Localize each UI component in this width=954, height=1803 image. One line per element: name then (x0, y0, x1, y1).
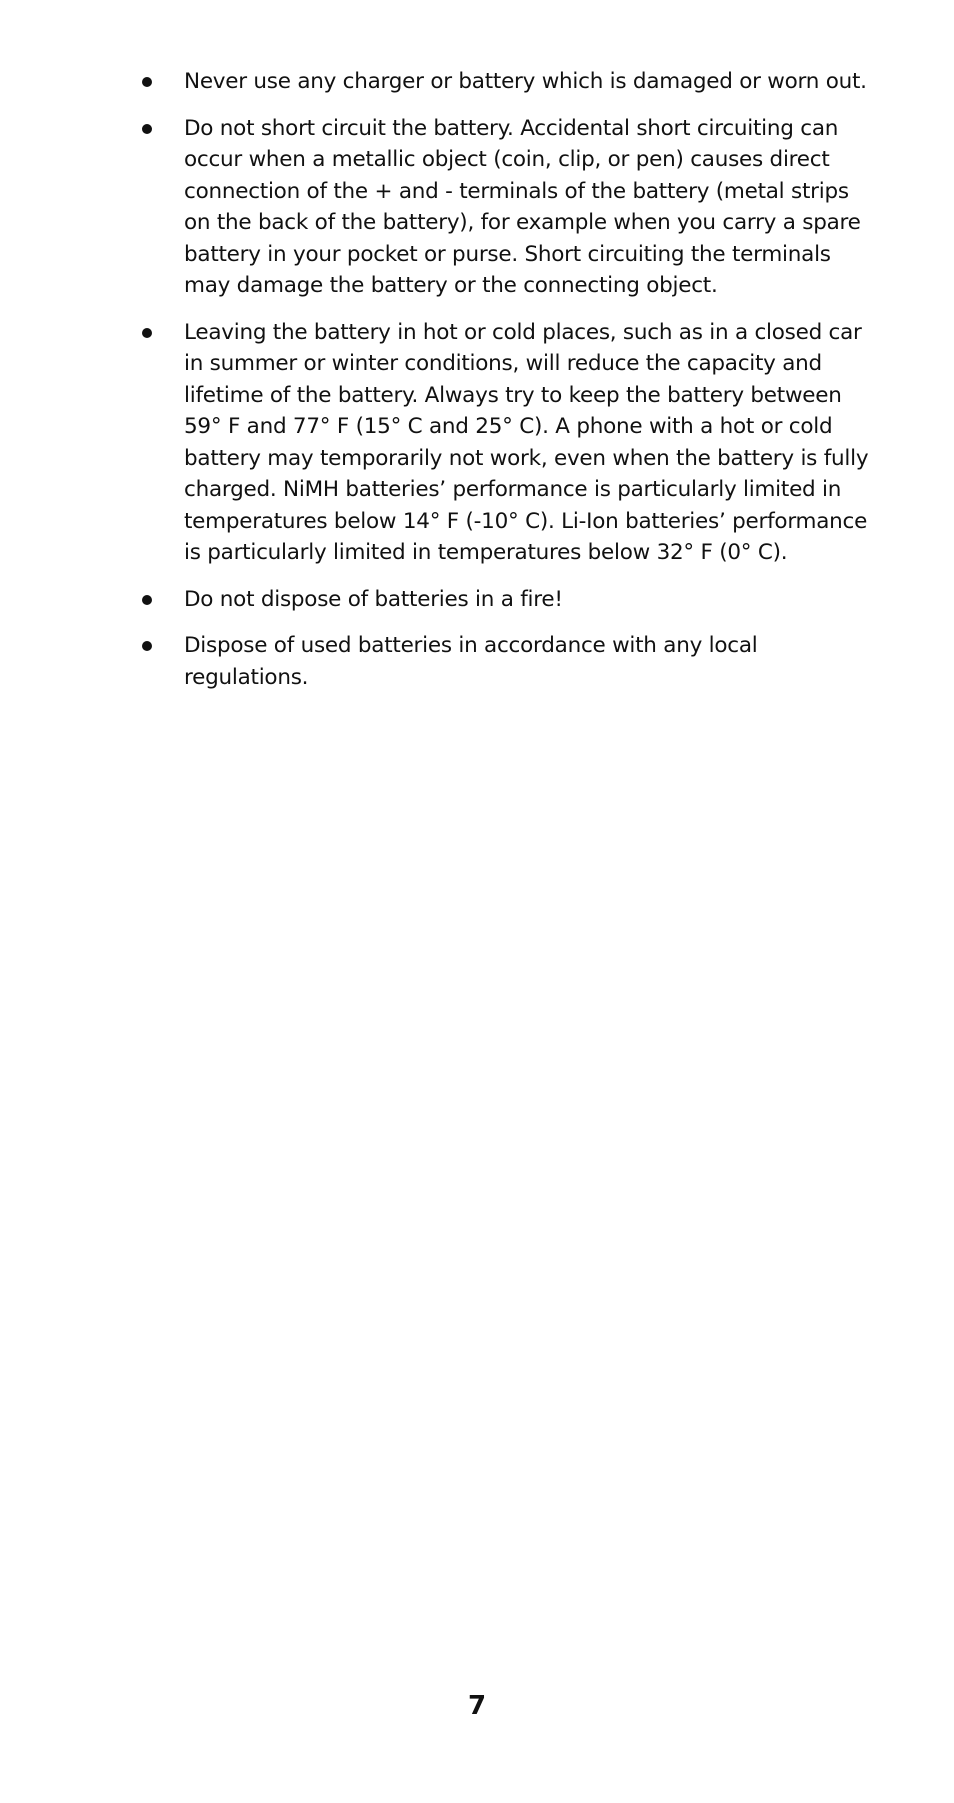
list-item (138, 113, 898, 302)
list-item-text: Never use any charger or battery which is damaged or worn out. (184, 69, 867, 94)
bullet-icon (142, 77, 152, 87)
page-content (138, 66, 898, 708)
list-item (138, 630, 898, 693)
bullet-icon (142, 124, 152, 134)
bullet-icon (142, 328, 152, 338)
list-item-text: Leaving the battery in hot or cold places, such as in a closed car in summer or winter conditions, will reduce the capacity and lifetime of the battery. Always try to keep the battery between 59° F and 77° F (15° C and 25° C). A phone with a hot or cold battery may temporarily not work, even when the battery is fully charged. NiMH batteries’ performance is particularly limited in temperatures below 14° F (-10° C). Li-Ion batteries’ performance is particularly limited in temperatures below 32° F (0° C). (184, 319, 869, 565)
bullet-icon (142, 641, 152, 651)
battery-safety-list (138, 66, 898, 693)
list-item (138, 317, 898, 569)
list-item-text: Do not short circuit the battery. Accidental short circuiting can occur when a metallic object (coin, clip, or pen) causes direct connection of the + and - terminals of the battery (metal strips on the back of the battery), for example when you carry a spare battery in your pocket or purse. Short circuiting the terminals may damage the battery or the connecting object. (184, 115, 861, 298)
list-item (138, 584, 898, 616)
list-item-text: Dispose of used batteries in accordance with any local regulations. (184, 633, 758, 690)
list-item (138, 66, 898, 98)
bullet-icon (142, 595, 152, 605)
page-number: 7 (467, 1691, 487, 1721)
list-item-text: Do not dispose of batteries in a fire! (184, 586, 563, 612)
